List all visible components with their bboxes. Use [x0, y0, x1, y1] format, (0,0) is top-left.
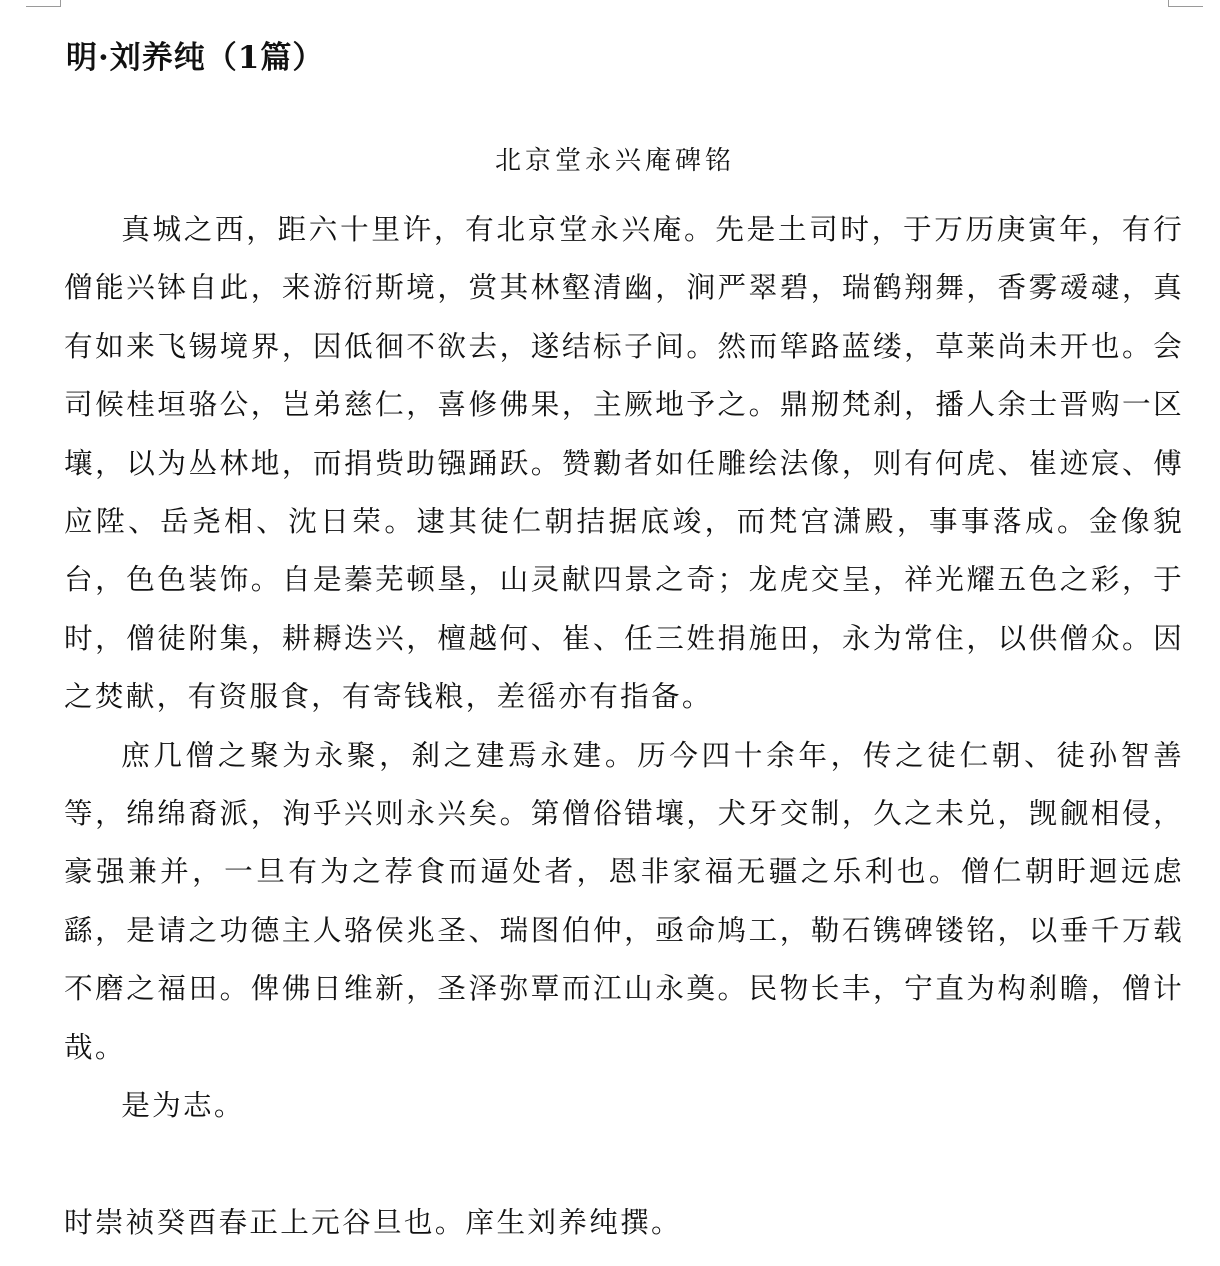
inscription-title: 北京堂永兴庵碑铭 [494, 146, 735, 176]
body-paragraph-1: 真城之西，距六十里许，有北京堂永兴庵。先是土司时，于万历庚寅年，有行僧能兴钵自此，来游衍斯境，赏其林壑清幽，涧严翠碧，瑞鹤翔舞，香雾叆叇，真有如来飞锡境界，因低徊不欲去，遂结标子间。然而筚路蓝缕，草莱尚未开也。会司候桂垣骆公，岂弟慈仁，喜修佛果，主厥地予之。鼎剏梵刹，播人余士晋购一区壤，以为丛林地，而捐赀助镪踊跃。赞勷者如任雕绘法像，则有何虎、崔迹宸、傅应陞、岳尧相、沈日荣。逮其徒仁朝拮据底竣，而梵宫潇殿，事事落成。金像貌台，色色装饰。自是蓁芜顿垦，山灵献四景之奇；龙虎交呈，祥光耀五色之彩，于时，僧徒附集，耕耨迭兴，檀越何、崔、任三姓捐施田，永为常住，以供僧众。因之焚献，有资服食，有寄钱粮，差徭亦有指备。 [64, 212, 1184, 714]
colophon-line: 时崇祯癸酉春正上元谷旦也。庠生刘养纯撰。 [64, 1205, 682, 1239]
page-corner-mark-right [1168, 0, 1203, 7]
body-paragraph-3: 是为志。 [121, 1088, 245, 1123]
body-paragraph-2: 庶几僧之聚为永聚，刹之建焉永建。历今四十余年，传之徒仁朝、徒孙智善等，绵绵裔派，洵乎兴则永兴矣。第僧俗错壤，犬牙交制，久之未兑，觊觎相侵，豪强兼并，一旦有为之荐食而逼处者，恩非家福无疆之乐利也。僧仁朝盱迴远虑繇，是请之功德主人骆侯兆圣、瑞图伯仲，亟命鸠工，勒石镌碑镂铭，以垂千万载不磨之福田。俾佛日维新，圣泽弥覃而江山永奠。民物长丰，宁直为构刹瞻，僧计哉。 [64, 737, 1184, 1064]
author-heading: 明·刘养纯（1篇） [66, 40, 325, 76]
page-corner-mark-left [26, 0, 61, 7]
inscription-body [64, 200, 1184, 1135]
